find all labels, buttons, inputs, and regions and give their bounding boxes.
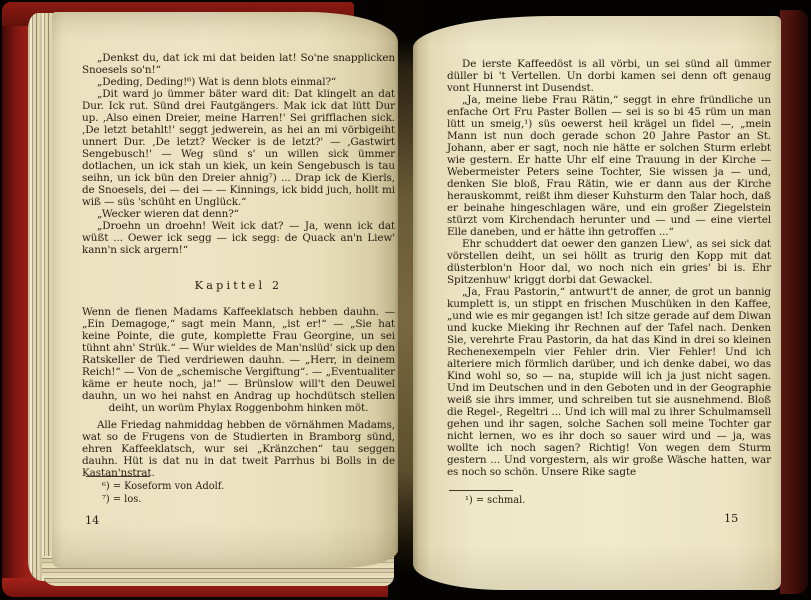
paragraph: Wenn de fienen Madams Kaffeeklatsch hebben dauhn. — „Ein Demagoge,“ sagt mein Mann, „ist er!“ — „Sie hat keine Pointe, die gute, komplette Frau Georgine, un sei tühnt ahn' Strük.“ — Wur wieldes de Man'nslüd' sick up den Ratskeller de Tied verdriewen dauhn. — „Herr, in deinem Reich!“ — Von de „schemische Vergiftung“. — „Eventualiter käme er heute noch, ja!“ — Brünslow will't den Deuwel dauhn, un wo hei nahst en Andrag up hochdütsch stellen deiht, un worüm Phylax Roggenbohm hinken möt. <box>82 306 395 414</box>
footnote-list <box>447 495 525 508</box>
left-page-dialogue <box>82 52 395 256</box>
footnote-rule <box>449 490 513 491</box>
paragraph: „Ja, Frau Pastorin,“ antwurt't de anner, de grot un bannig kumplett is, un stippt en frischen Muschüken in den Kaffee, „und wie es mir gegangen ist! Ich sitze gerade auf dem Diwan und kucke Mieking ihr Rechnen auf der Tafel nach. Denken Sie, verehrte Frau Pastorin, da hat das Kind in drei so kleinen Rechenexempeln vier Fehler drin. Vier Fehler! Und ich alteriere mich förmlich darüber, und ich denke dabei, wo das Kind wohl so, so — na, stupide will ich ja just nicht sagen. Und im Deutschen und in den Geboten und in der Geographie weiß sie ihrs immer, und schreiben tut sie ausnehmend. Bloß die Regel-, Regeltri ... Und ich will mal zu ihrer Schulmamsell gehen und ihr sagen, solche Sachen soll meine Tochter gar nicht lernen, wo es ihr doch so sauer wird und — ja, was wollte ich noch sagen? Richtig! Von wegen dem Sturm gestern ... Und vorgestern, als wir große Wäsche hatten, war es noch so schön. Unsere Rike sagte <box>447 286 771 478</box>
left-page-chapter-text <box>82 306 395 479</box>
paragraph: „Droehn un droehn! Weit ick dat? — Ja, wenn ick dat wüßt ... Oewer ick segg — ick segg: de Quack an'n Liew' kann'n sick argern!“ <box>82 220 395 256</box>
paragraph: Ehr schuddert dat oewer den ganzen Liew', as sei sick dat vörstellen deiht, un sei höllt as trurig den Kopp mit dat düsterblon'n Hoor dal, wo noch nich ein gries' bi is. Ehr Spitzenhuw' kriggt dorbi dat Gewackel. <box>447 238 771 286</box>
paragraph: „Ja, meine liebe Frau Rätin,“ seggt in ehre fründliche un enfache Ort Fru Paster Bollen — sei is so bi 45 rüm un man lütt un smeig,¹) süs oewerst heil krägel un fidel —, „mein Mann ist nun doch gerade schon 20 Jahre Pastor an St. Johann, aber er sagt, noch nie hätte er solchen Sturm erlebt wie gestern. Er hatte Uhr elf eine Trauung in der Kirche — Webermeister Peters seine Tochter, Sie wissen ja — und, denken Sie bloß, Frau Rätin, wie er dann aus der Kirche herauskommt, reißt ihm dieser Kuhsturm den Talar hoch, daß er beinahe hingeschlagen wäre, und ein großer Ziegelstein stürzt vom Kirchendach herunter und — und — eine viertel Elle daneben, und er hätte ihn getroffen ...“ <box>447 94 771 238</box>
paragraph: „Deding, Deding!⁶) Wat is denn blots einmal?“ <box>97 76 337 88</box>
paragraph: De ierste Kaffeedöst is all vörbi, un sei sünd all ümmer düller bi 't Vertellen. Un dorbi kamen sei denn oft genaug vont Hunnerst int Dusendst. <box>447 58 771 94</box>
right-page <box>413 16 781 590</box>
page-number-right: 15 <box>724 512 739 525</box>
footnote: ¹) = schmal. <box>465 495 526 506</box>
paragraph: „Denkst du, dat ick mi dat beiden lat! So'ne snapplicken Snoesels so'n!“ <box>82 52 395 76</box>
page-number-left: 14 <box>85 514 100 527</box>
footnote: ⁷) = los. <box>102 493 142 505</box>
footnote-list <box>84 481 224 506</box>
right-page-text <box>447 58 771 478</box>
chapter-heading: Kapittel 2 <box>194 279 283 292</box>
left-page <box>52 12 398 568</box>
footnote: ⁶) = Koseform von Adolf. <box>102 481 225 492</box>
paragraph: „Dit ward jo ümmer bäter ward dit: Dat klingelt an dat Dur. Ick rut. Sünd drei Fautgängers. Mak ick dat lütt Dur up. ‚Also einen Dreier, meine Harren!' Sei grifflachen sick. ‚De letzt betahlt!' seggt jedwerein, as hei an mi vörbigeiht unnert Dur. ‚De letzt? Wecker is de letzt?' — ‚Gastwirt Sengebusch!' — Weg sünd s' un willen sick ümmer dotlachen, un ick stah un kiek, un kein Sengebusch is tau seihn, un ick bün den Dreier ahnig⁷) ... Drap ick de Kierls, de Snoesels, dei — dei — — Kinnings, ick bidd juch, hollt mi wiß — süs 'schüht en Unglück.“ <box>82 88 395 208</box>
right-page-paragraphs <box>447 58 771 478</box>
left-page-text <box>82 52 395 479</box>
left-page-footnotes <box>84 476 224 506</box>
paragraph: Alle Friedag nahmiddag hebben de vörnähmen Madams, wat so de Frugens von de Studierten in Bramborg sünd, ehren Kaffeeklatsch, wur sei „Kränzchen“ tau seggen dauhn. Hüt is dat nu in dat tweit Parrhus bi Bolls in de Kastan'nstrat. <box>82 419 395 479</box>
paragraph: „Wecker wieren dat denn?“ <box>97 208 239 220</box>
book-cover-right-edge <box>780 10 808 594</box>
right-page-footnotes <box>447 490 525 508</box>
footnote-rule <box>86 476 150 477</box>
